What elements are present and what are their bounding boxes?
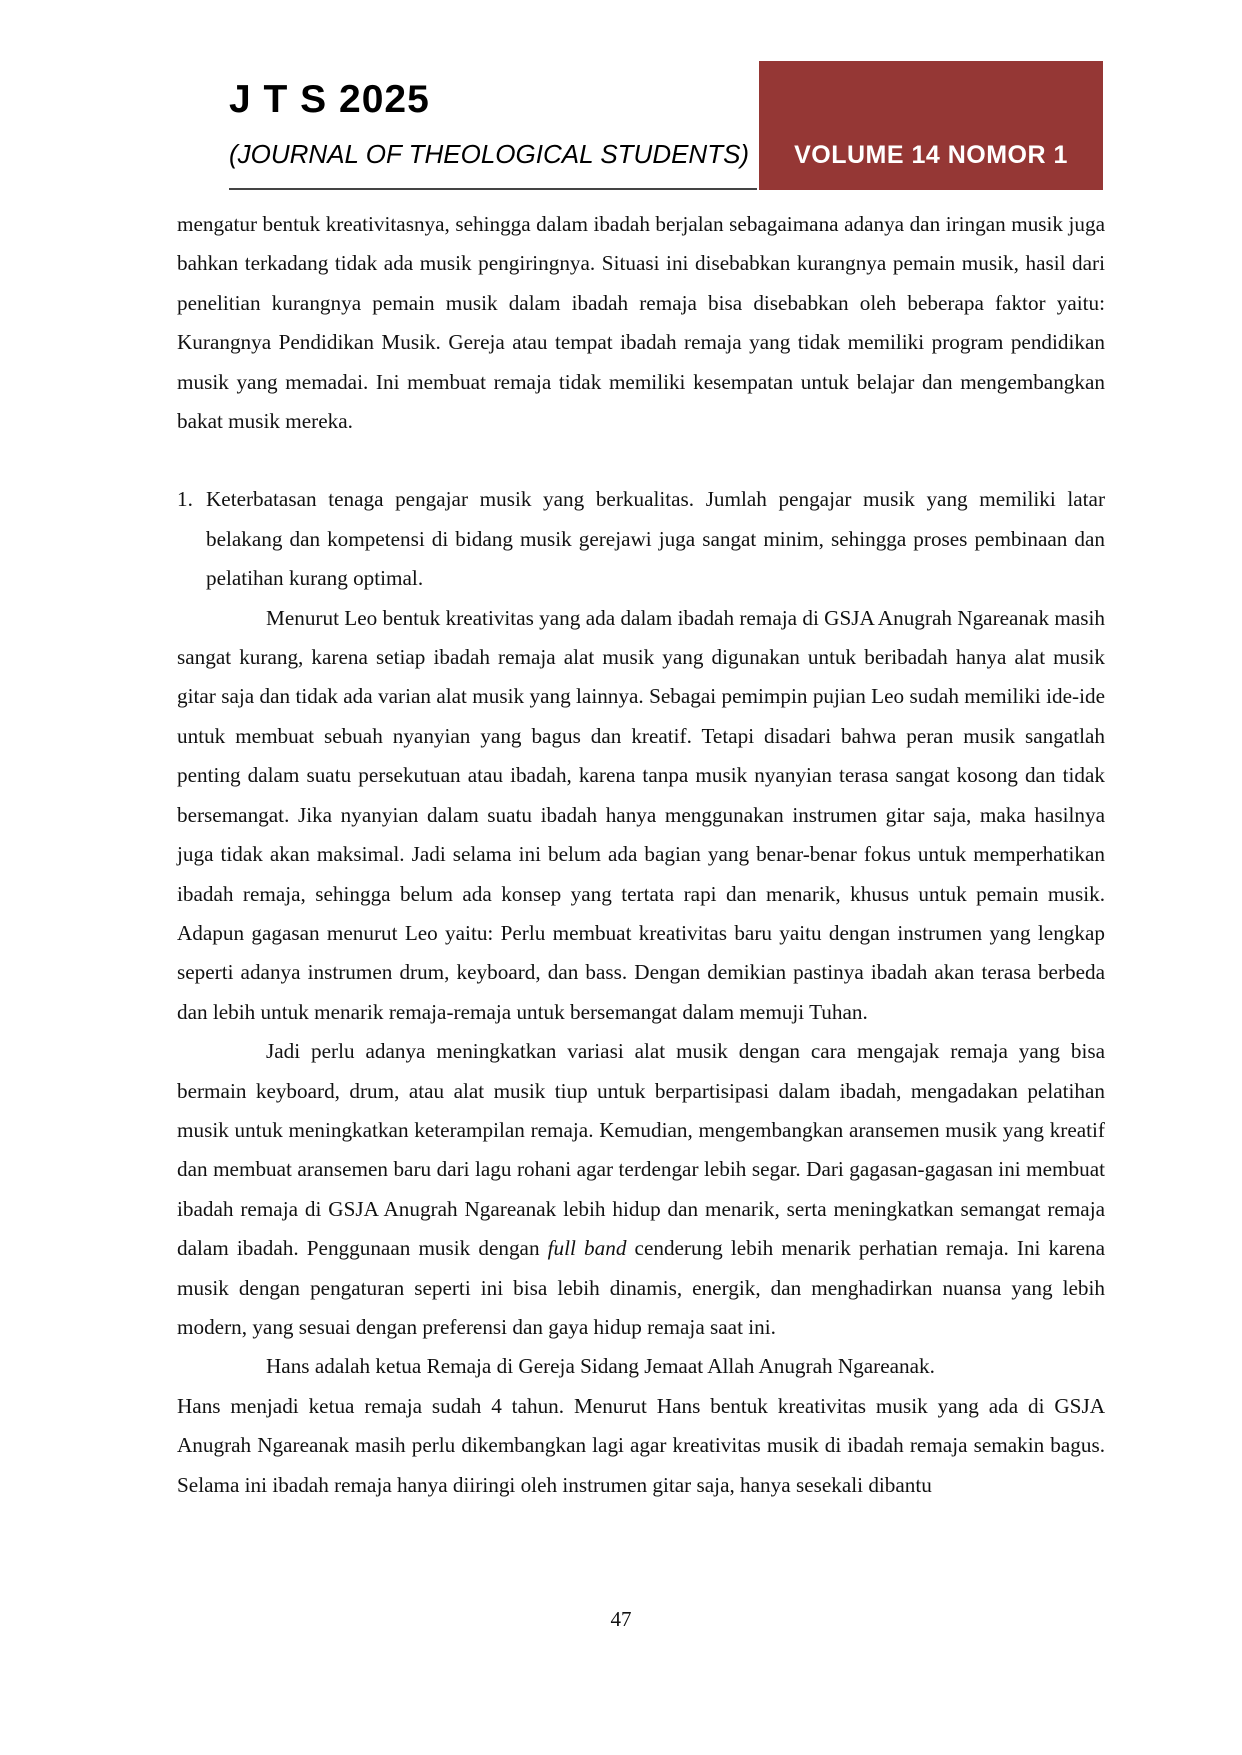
paragraph-variasi (177, 1032, 1105, 1347)
journal-header (0, 0, 1242, 195)
italic-term: full band (547, 1236, 627, 1261)
paragraph-text: Jadi perlu adanya meningkatkan variasi alat musik dengan cara mengajak remaja yang bisa bermain keyboard, drum, atau alat musik tiup untuk berpartisipasi dalam ibadah, mengadakan pelatihan musik untuk meningkatkan keterampilan remaja. Kemudian, mengembangkan aransemen musik yang kreatif dan membuat aransemen baru dari lagu rohani agar terdengar lebih segar. Dari gagasan-gagasan ini membuat ibadah remaja di GSJA Anugrah Ngareanak lebih hidup dan menarik, serta meningkatkan semangat remaja dalam ibadah. Penggunaan musik dengan (177, 1039, 1105, 1261)
paragraph-gap (177, 441, 1105, 480)
journal-subtitle: (JOURNAL OF THEOLOGICAL STUDENTS) (229, 139, 750, 169)
list-item-text: Keterbatasan tenaga pengajar musik yang berkualitas. Jumlah pengajar musik yang memiliki latar belakang dan kompetensi di bidang musik gerejawi juga sangat minim, sehingga proses pembinaan dan pelatihan kurang optimal. (206, 487, 1105, 591)
paragraph-leo: Menurut Leo bentuk kreativitas yang ada dalam ibadah remaja di GSJA Anugrah Ngareanak masih sangat kurang, karena setiap ibadah remaja alat musik yang digunakan untuk beribadah hanya alat musik gitar saja dan tidak ada varian alat musik yang lainnya. Sebagai pemimpin pujian Leo sudah memiliki ide-ide untuk membuat sebuah nyanyian yang bagus dan kreatif. Tetapi disadari bahwa peran musik sangatlah penting dalam suatu persekutuan atau ibadah, karena tanpa musik nyanyian terasa sangat kosong dan tidak bersemangat. Jika nyanyian dalam suatu ibadah hanya menggunakan instrumen gitar saja, maka hasilnya juga tidak akan maksimal. Jadi selama ini belum ada bagian yang benar-benar fokus untuk memperhatikan ibadah remaja, sehingga belum ada konsep yang tertata rapi dan menarik, khusus untuk pemain musik. Adapun gagasan menurut Leo yaitu: Perlu membuat kreativitas baru yaitu dengan instrumen yang lengkap seperti adanya instrumen drum, keyboard, dan bass. Dengan demikian pastinya ibadah akan terasa berbeda dan lebih untuk menarik remaja-remaja untuk bersemangat dalam memuji Tuhan. (177, 605, 1105, 1024)
volume-label: VOLUME 14 NOMOR 1 (794, 141, 1068, 169)
list-item (177, 480, 1105, 598)
paragraph-continued: mengatur bentuk kreativitasnya, sehingga dalam ibadah berjalan sebagaimana adanya dan iringan musik juga bahkan terkadang tidak ada musik pengiringnya. Situasi ini disebabkan kurangnya pemain musik, hasil dari penelitian kurangnya pemain musik dalam ibadah remaja bisa disebabkan oleh beberapa faktor yaitu: Kurangnya Pendidikan Musik. Gereja atau tempat ibadah remaja yang tidak memiliki program pendidikan musik yang memadai. Ini membuat remaja tidak memiliki kesempatan untuk belajar dan mengembangkan bakat musik mereka. (177, 212, 1105, 434)
paragraph-hans-intro: Hans adalah ketua Remaja di Gereja Sidang Jemaat Allah Anugrah Ngareanak. (266, 1354, 935, 1379)
journal-title: J T S 2025 (229, 78, 430, 121)
volume-banner (759, 61, 1103, 190)
page-number: 47 (610, 1607, 632, 1631)
list-number: 1. (177, 487, 193, 512)
header-rule (229, 188, 757, 190)
paragraph-hans: Hans menjadi ketua remaja sudah 4 tahun. Menurut Hans bentuk kreativitas musik yang ada di GSJA Anugrah Ngareanak masih perlu dikembangkan lagi agar kreativitas musik di ibadah remaja semakin bagus. Selama ini ibadah remaja hanya diiringi oleh instrumen gitar saja, hanya sesekali dibantu (177, 1393, 1105, 1497)
paragraph-text: cenderung lebih menarik perhatian remaja. Ini karena musik dengan pengaturan seperti ini bisa lebih dinamis, energik, dan menghadirkan nuansa yang lebih modern, yang sesuai dengan preferensi dan gaya hidup remaja saat ini. (177, 1236, 1105, 1339)
article-body (177, 205, 1105, 1505)
